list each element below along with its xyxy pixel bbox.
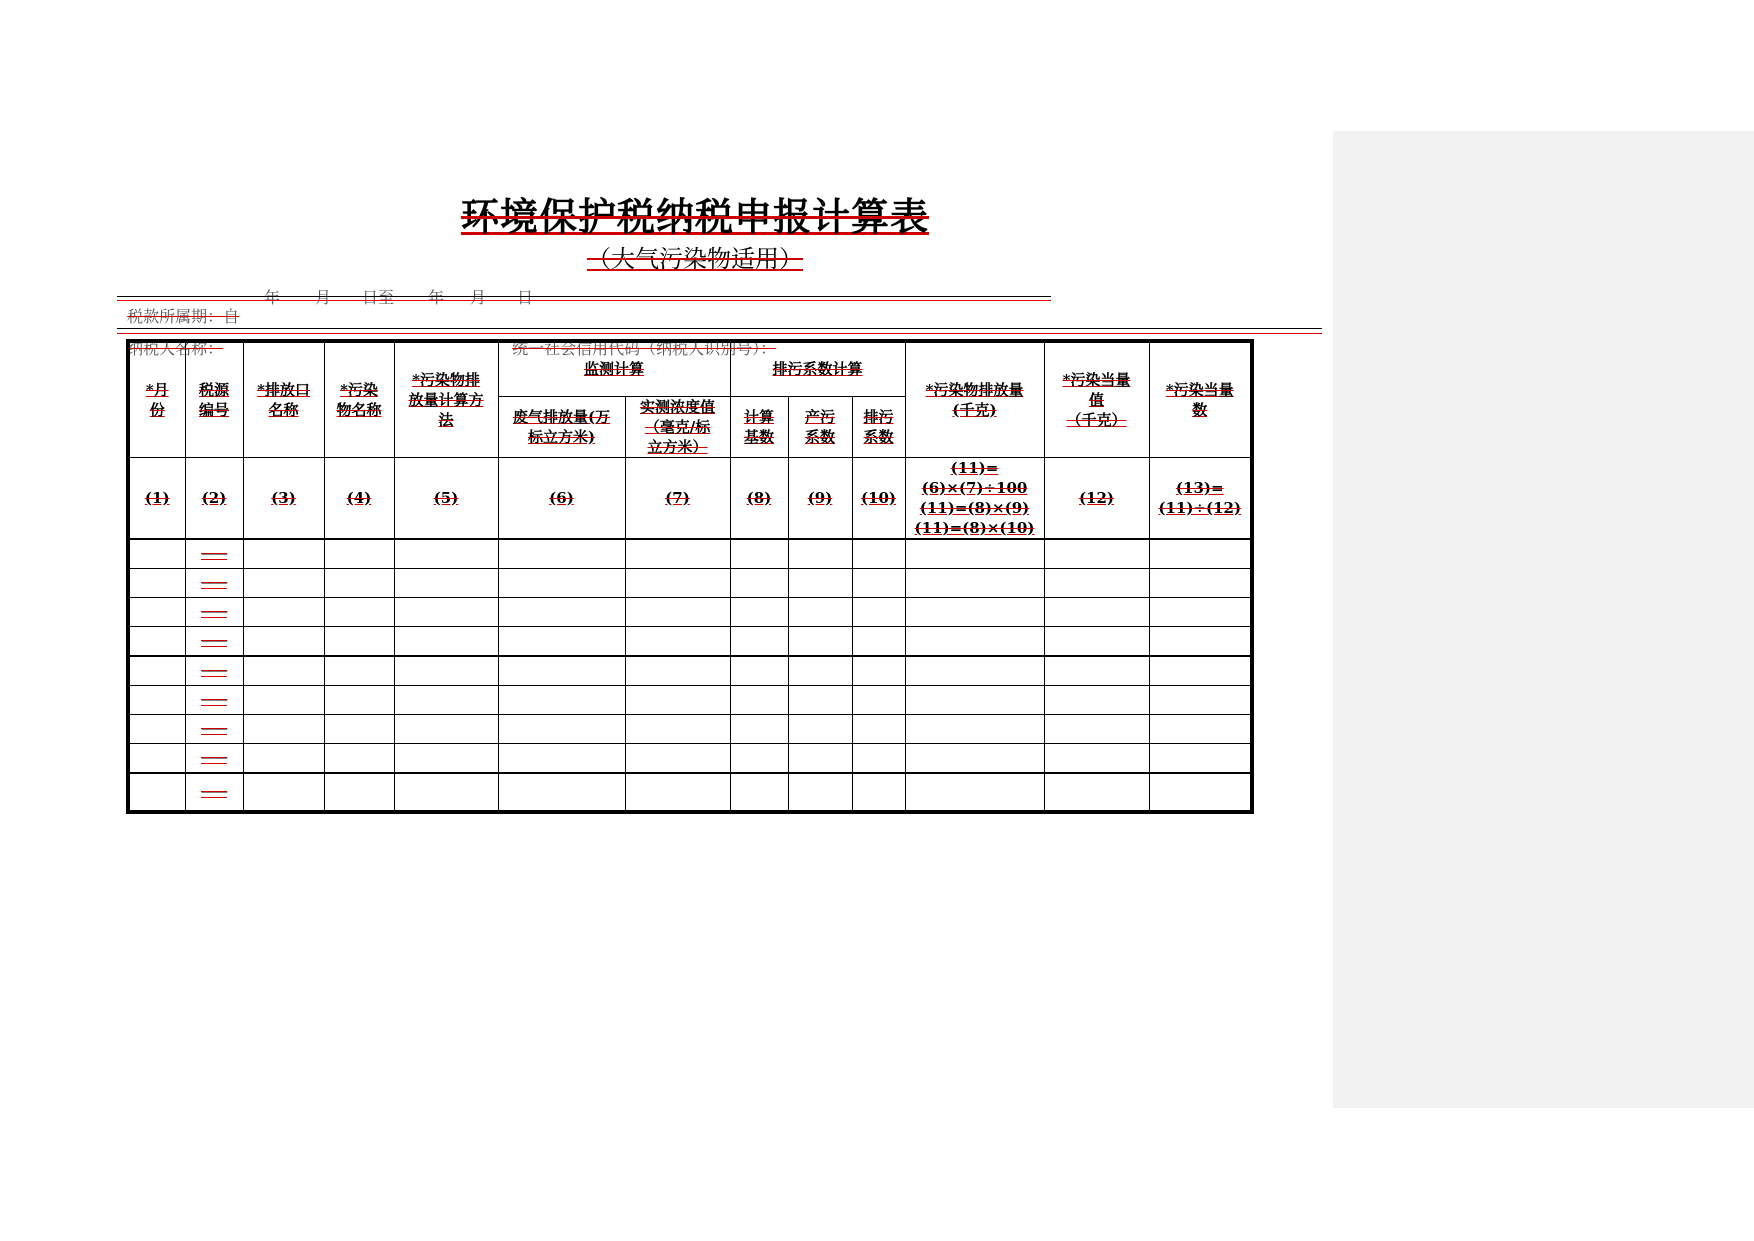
index-cell: (12) — [1044, 457, 1149, 539]
table-row — [128, 714, 1252, 743]
entry-cell[interactable] — [788, 656, 852, 686]
entry-cell[interactable] — [243, 568, 324, 597]
taxpayer-rule-red — [117, 333, 1322, 334]
entry-cell[interactable] — [730, 568, 788, 597]
col-group-coefficient: 排污系数计算 — [730, 341, 905, 396]
tax-period-label: 税款所属期：自 — [127, 307, 240, 326]
index-cell: (8) — [730, 457, 788, 539]
entry-cell[interactable] — [324, 773, 394, 812]
entry-cell[interactable] — [1044, 656, 1149, 686]
index-cell: (9) — [788, 457, 852, 539]
entry-cell[interactable] — [905, 539, 1044, 569]
entry-cell[interactable] — [243, 626, 324, 656]
entry-cell[interactable] — [905, 656, 1044, 686]
period-month-2: 月 — [470, 288, 487, 307]
table-row — [128, 626, 1252, 656]
entry-cell[interactable] — [498, 743, 625, 773]
entry-cell[interactable] — [788, 597, 852, 626]
period-year-2: 年 — [428, 288, 445, 307]
entry-cell[interactable] — [625, 743, 730, 773]
entry-cell[interactable] — [852, 714, 905, 743]
table-row — [128, 597, 1252, 626]
source-no-cell[interactable] — [185, 685, 243, 714]
index-cell: (7) — [625, 457, 730, 539]
entry-cell[interactable] — [498, 597, 625, 626]
entry-cell[interactable] — [730, 685, 788, 714]
entry-cell[interactable] — [852, 773, 905, 812]
credit-code-label: 统一社会信用代码（纳税人识别号）： — [512, 339, 777, 358]
entry-cell[interactable] — [905, 714, 1044, 743]
entry-cell[interactable] — [1149, 685, 1252, 714]
entry-cell[interactable] — [852, 743, 905, 773]
entry-cell[interactable] — [730, 626, 788, 656]
entry-cell[interactable] — [128, 568, 185, 597]
entry-cell[interactable] — [243, 773, 324, 812]
col-calc-base: 计算 基数 — [730, 396, 788, 457]
entry-cell[interactable] — [498, 773, 625, 812]
placeholder-dash: —— — [201, 692, 227, 708]
entry-cell[interactable] — [730, 714, 788, 743]
entry-cell[interactable] — [905, 626, 1044, 656]
entry-cell[interactable] — [394, 656, 498, 686]
taxpayer-rule — [117, 328, 1322, 329]
entry-cell[interactable] — [905, 568, 1044, 597]
col-pollutant-name: *污染 物名称 — [324, 341, 394, 457]
placeholder-dash: —— — [201, 604, 227, 620]
col-source-no: 税源 编号 — [185, 341, 243, 457]
placeholder-dash: —— — [201, 575, 227, 591]
period-rule — [117, 296, 1051, 297]
entry-cell[interactable] — [852, 626, 905, 656]
entry-cell[interactable] — [625, 626, 730, 656]
entry-cell[interactable] — [498, 626, 625, 656]
entry-cell[interactable] — [1149, 597, 1252, 626]
entry-cell[interactable] — [394, 714, 498, 743]
entry-cell[interactable] — [498, 714, 625, 743]
index-cell: (3) — [243, 457, 324, 539]
entry-cell[interactable] — [324, 714, 394, 743]
entry-cell[interactable] — [498, 568, 625, 597]
entry-cell[interactable] — [730, 773, 788, 812]
source-no-cell[interactable] — [185, 539, 243, 569]
index-cell: (4) — [324, 457, 394, 539]
entry-cell[interactable] — [905, 743, 1044, 773]
entry-cell[interactable] — [625, 597, 730, 626]
period-year-1: 年 — [264, 288, 281, 307]
document-title: 环境保护税纳税申报计算表 — [460, 194, 929, 239]
entry-cell[interactable] — [625, 714, 730, 743]
entry-cell[interactable] — [730, 539, 788, 569]
source-no-cell[interactable] — [185, 597, 243, 626]
col-group-monitor: 监测计算 — [498, 341, 730, 396]
entry-cell[interactable] — [128, 743, 185, 773]
col-discharge-coef: 排污 系数 — [852, 396, 905, 457]
entry-cell[interactable] — [788, 773, 852, 812]
table-row — [128, 568, 1252, 597]
calculation-table — [126, 339, 1254, 814]
header-row-1 — [128, 341, 1252, 396]
entry-cell[interactable] — [324, 539, 394, 569]
entry-cell[interactable] — [128, 656, 185, 686]
entry-cell[interactable] — [324, 743, 394, 773]
entry-cell[interactable] — [1044, 626, 1149, 656]
entry-cell[interactable] — [788, 714, 852, 743]
period-month-1: 月 — [315, 288, 332, 307]
source-no-cell[interactable] — [185, 656, 243, 686]
entry-cell[interactable] — [1044, 539, 1149, 569]
entry-cell[interactable] — [625, 568, 730, 597]
entry-cell[interactable] — [324, 685, 394, 714]
entry-cell[interactable] — [1044, 743, 1149, 773]
entry-cell[interactable] — [1149, 626, 1252, 656]
entry-cell[interactable] — [625, 773, 730, 812]
col-month: *月 份 — [128, 341, 185, 457]
entry-cell[interactable] — [128, 773, 185, 812]
entry-cell[interactable] — [1149, 773, 1252, 812]
entry-cell[interactable] — [852, 539, 905, 569]
entry-cell[interactable] — [394, 773, 498, 812]
placeholder-dash: —— — [201, 784, 227, 800]
period-rule-red — [117, 300, 1051, 301]
placeholder-dash: —— — [201, 750, 227, 766]
entry-cell[interactable] — [243, 743, 324, 773]
table-row — [128, 656, 1252, 686]
document-subtitle: （大气污染物适用） — [587, 245, 803, 273]
entry-cell[interactable] — [128, 597, 185, 626]
entry-cell[interactable] — [788, 685, 852, 714]
entry-cell[interactable] — [498, 656, 625, 686]
entry-cell[interactable] — [730, 597, 788, 626]
index-cell: (10) — [852, 457, 905, 539]
table-row — [128, 773, 1252, 812]
entry-cell[interactable] — [852, 568, 905, 597]
entry-cell[interactable] — [852, 656, 905, 686]
col-production-coef: 产污 系数 — [788, 396, 852, 457]
entry-cell[interactable] — [394, 597, 498, 626]
entry-cell[interactable] — [128, 626, 185, 656]
placeholder-dash: —— — [201, 721, 227, 737]
source-no-cell[interactable] — [185, 773, 243, 812]
entry-cell[interactable] — [324, 626, 394, 656]
entry-cell[interactable] — [324, 656, 394, 686]
entry-cell[interactable] — [1044, 685, 1149, 714]
entry-cell[interactable] — [1149, 714, 1252, 743]
entry-cell[interactable] — [394, 685, 498, 714]
entry-cell[interactable] — [625, 685, 730, 714]
entry-cell[interactable] — [852, 685, 905, 714]
entry-cell[interactable] — [625, 539, 730, 569]
entry-cell[interactable] — [905, 685, 1044, 714]
entry-cell[interactable] — [730, 656, 788, 686]
entry-cell[interactable] — [324, 597, 394, 626]
entry-cell[interactable] — [394, 539, 498, 569]
table-row — [128, 539, 1252, 569]
entry-cell[interactable] — [243, 714, 324, 743]
col-equiv-count: *污染当量 数 — [1149, 341, 1252, 457]
entry-cell[interactable] — [852, 597, 905, 626]
entry-cell[interactable] — [1044, 773, 1149, 812]
col-calc-method: *污染物排 放量计算方 法 — [394, 341, 498, 457]
entry-cell[interactable] — [243, 539, 324, 569]
placeholder-dash: —— — [201, 663, 227, 679]
side-panel — [1333, 131, 1754, 1108]
taxpayer-name-label: 纳税人名称： — [127, 339, 224, 358]
table-row — [128, 743, 1252, 773]
col-emission: *污染物排放量 (千克) — [905, 341, 1044, 457]
entry-cell[interactable] — [905, 597, 1044, 626]
entry-cell[interactable] — [498, 539, 625, 569]
index-cell: (6) — [498, 457, 625, 539]
entry-cell[interactable] — [1044, 568, 1149, 597]
entry-cell[interactable] — [243, 656, 324, 686]
entry-cell[interactable] — [730, 743, 788, 773]
col-equiv-value: *污染当量 值 （千克） — [1044, 341, 1149, 457]
entry-cell[interactable] — [1149, 568, 1252, 597]
placeholder-dash: —— — [201, 546, 227, 562]
entry-cell[interactable] — [1149, 656, 1252, 686]
index-cell-formulas: (11)=(6)×(7)÷100 (11)=(8)×(9) (11)=(8)×(10) — [905, 457, 1044, 539]
index-row — [128, 457, 1252, 539]
index-cell: (13)=(11)÷(12) — [1149, 457, 1252, 539]
period-day-to: 日至 — [362, 288, 395, 307]
entry-cell[interactable] — [394, 568, 498, 597]
entry-cell[interactable] — [788, 626, 852, 656]
entry-cell[interactable] — [128, 714, 185, 743]
index-cell: (2) — [185, 457, 243, 539]
entry-cell[interactable] — [243, 597, 324, 626]
table-body — [128, 539, 1252, 812]
index-cell: (1) — [128, 457, 185, 539]
entry-cell[interactable] — [1149, 539, 1252, 569]
entry-cell[interactable] — [128, 539, 185, 569]
entry-cell[interactable] — [394, 626, 498, 656]
source-no-cell[interactable] — [185, 568, 243, 597]
entry-cell[interactable] — [128, 685, 185, 714]
entry-cell[interactable] — [324, 568, 394, 597]
source-no-cell[interactable] — [185, 714, 243, 743]
placeholder-dash: —— — [201, 633, 227, 649]
period-day-2: 日 — [517, 288, 534, 307]
index-cell: (5) — [394, 457, 498, 539]
col-concentration: 实测浓度值 （毫克/标 立方米） — [625, 396, 730, 457]
table-row — [128, 685, 1252, 714]
entry-cell[interactable] — [788, 568, 852, 597]
entry-cell[interactable] — [788, 743, 852, 773]
col-exhaust-volume: 废气排放量(万 标立方米) — [498, 396, 625, 457]
entry-cell[interactable] — [1044, 597, 1149, 626]
entry-cell[interactable] — [625, 656, 730, 686]
entry-cell[interactable] — [1044, 714, 1149, 743]
entry-cell[interactable] — [394, 743, 498, 773]
entry-cell[interactable] — [905, 773, 1044, 812]
col-outlet-name: *排放口 名称 — [243, 341, 324, 457]
source-no-cell[interactable] — [185, 626, 243, 656]
entry-cell[interactable] — [498, 685, 625, 714]
entry-cell[interactable] — [1149, 743, 1252, 773]
source-no-cell[interactable] — [185, 743, 243, 773]
entry-cell[interactable] — [243, 685, 324, 714]
entry-cell[interactable] — [788, 539, 852, 569]
